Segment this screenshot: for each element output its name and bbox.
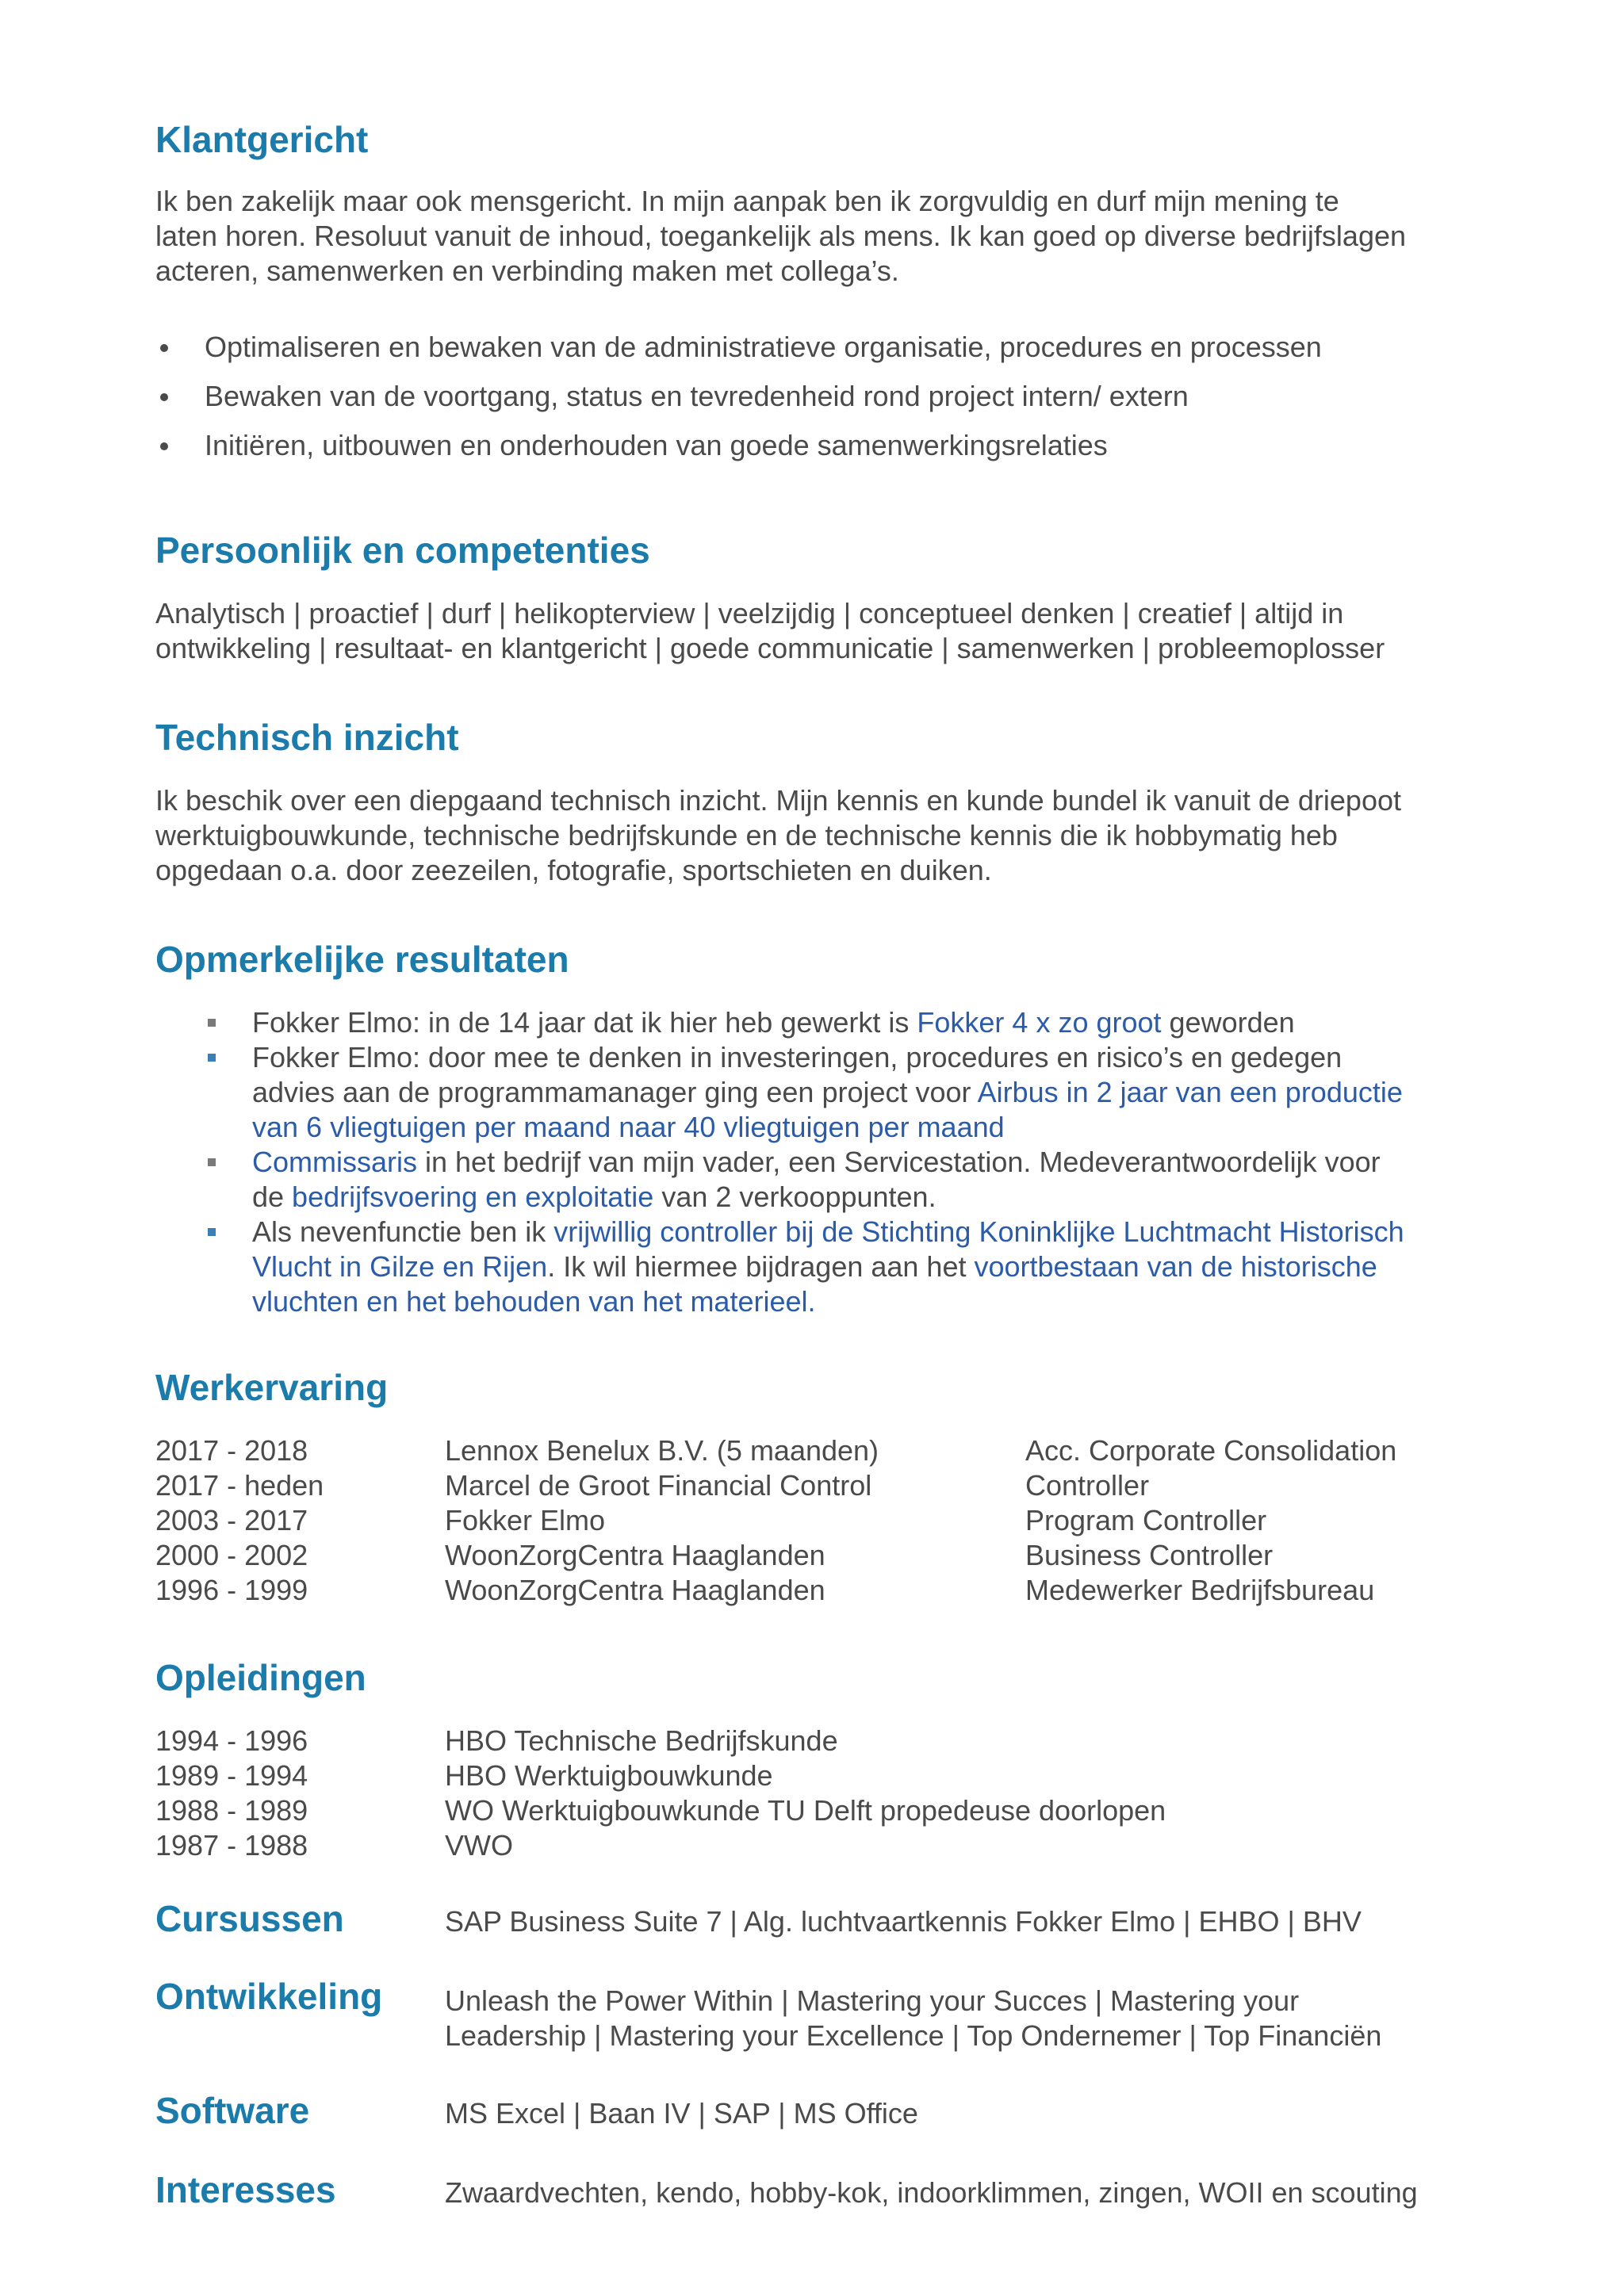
result-text: geworden — [1161, 1006, 1295, 1039]
werkervaring-table — [155, 1433, 1488, 1608]
period: 2000 - 2002 — [155, 1539, 308, 1571]
highlight-text: van 6 vliegtuigen per maand naar 40 vliegtuigen per maand — [252, 1111, 1005, 1143]
persoonlijk-text — [155, 596, 1488, 666]
table-row — [155, 1724, 1488, 1758]
text-line: Ik beschik over een diepgaand technisch inzicht. Mijn kennis en kunde bundel ik vanuit de driepoot — [155, 784, 1401, 817]
heading-klantgericht: Klantgericht — [155, 119, 369, 160]
resultaten-list — [155, 1005, 1489, 1319]
ontwikkeling-text — [445, 1984, 1488, 2053]
result-line — [252, 1145, 1489, 1180]
heading-software: Software — [155, 2090, 310, 2131]
table-row — [155, 1573, 1488, 1608]
role: Medewerker Bedrijfsbureau — [1025, 1574, 1375, 1606]
result-text: . Ik wil hiermee bijdragen aan het — [547, 1250, 975, 1283]
education: HBO Werktuigbouwkunde — [445, 1759, 773, 1792]
table-row — [155, 1433, 1488, 1468]
heading-technisch: Technisch inzicht — [155, 717, 459, 758]
heading-cursussen: Cursussen — [155, 1898, 344, 1939]
text-line: opgedaan o.a. door zeezeilen, fotografie, sportschieten en duiken. — [155, 854, 992, 886]
cursussen-text — [445, 1904, 1488, 1939]
klantgericht-intro — [155, 184, 1488, 289]
employer: Fokker Elmo — [445, 1504, 606, 1536]
highlight-text: Commissaris — [252, 1146, 418, 1178]
result-item — [155, 1145, 1489, 1215]
result-line — [252, 1040, 1489, 1075]
heading-interesses: Interesses — [155, 2169, 336, 2210]
result-item — [155, 1215, 1489, 1319]
text-line: Ik ben zakelijk maar ook mensgericht. In mijn aanpak ben ik zorgvuldig en durf mijn mening te — [155, 185, 1339, 217]
highlight-text: voortbestaan van de historische — [974, 1250, 1377, 1283]
text-line: laten horen. Resoluut vanuit de inhoud, toegankelijk als mens. Ik kan goed op diverse bedrijfslagen — [155, 220, 1407, 252]
period: 1994 - 1996 — [155, 1724, 308, 1757]
highlight-text: vrijwillig controller bij de Stichting Koninklijke Luchtmacht Historisch — [553, 1215, 1404, 1248]
period: 2003 - 2017 — [155, 1504, 308, 1536]
education: HBO Technische Bedrijfskunde — [445, 1724, 838, 1757]
result-line — [252, 1180, 1489, 1215]
period: 2017 - 2018 — [155, 1434, 308, 1467]
result-text: Fokker Elmo: door mee te denken in investeringen, procedures en risico’s en gedegen — [252, 1041, 1342, 1073]
result-line — [252, 1005, 1489, 1040]
table-row — [155, 1468, 1488, 1503]
education: VWO — [445, 1829, 513, 1862]
role: Program Controller — [1025, 1504, 1267, 1536]
highlight-text: Vlucht in Gilze en Rijen — [252, 1250, 548, 1283]
result-text: in het bedrijf van mijn vader, een Servicestation. Medeverantwoordelijk voor — [417, 1146, 1381, 1178]
highlight-text: bedrijfsvoering en exploitatie — [292, 1181, 654, 1213]
employer: Marcel de Groot Financial Control — [445, 1469, 872, 1502]
result-line — [252, 1215, 1489, 1249]
result-line — [252, 1284, 1489, 1319]
software-text — [445, 2096, 1488, 2131]
period: 1988 - 1989 — [155, 1794, 308, 1827]
list-item: Bewaken van de voortgang, status en tevredenheid rond project intern/ extern — [155, 379, 1322, 414]
result-line — [252, 1075, 1489, 1110]
employer: WoonZorgCentra Haaglanden — [445, 1574, 825, 1606]
highlight-text: Fokker 4 x zo groot — [917, 1006, 1162, 1039]
result-line — [252, 1110, 1489, 1145]
heading-resultaten: Opmerkelijke resultaten — [155, 939, 569, 980]
table-row — [155, 1828, 1488, 1863]
text-line: Unleash the Power Within | Mastering your Succes | Mastering your — [445, 1984, 1300, 2017]
period: 1987 - 1988 — [155, 1829, 308, 1862]
opleidingen-table — [155, 1724, 1488, 1863]
education: WO Werktuigbouwkunde TU Delft propedeuse doorlopen — [445, 1794, 1166, 1827]
employer: Lennox Benelux B.V. (5 maanden) — [445, 1434, 879, 1467]
text-line: SAP Business Suite 7 | Alg. luchtvaartkennis Fokker Elmo | EHBO | BHV — [445, 1905, 1362, 1938]
klantgericht-bullets — [155, 330, 1322, 477]
text-line: werktuigbouwkunde, technische bedrijfskunde en de technische kennis die ik hobbymatig heb — [155, 819, 1338, 851]
result-text: Als nevenfunctie ben ik — [252, 1215, 554, 1248]
table-row — [155, 1793, 1488, 1828]
role: Business Controller — [1025, 1539, 1274, 1571]
heading-persoonlijk: Persoonlijk en competenties — [155, 530, 650, 571]
interesses-text — [445, 2175, 1488, 2210]
result-text: Fokker Elmo: in de 14 jaar dat ik hier heb gewerkt is — [252, 1006, 917, 1039]
result-item — [155, 1040, 1489, 1145]
text-line: acteren, samenwerken en verbinding maken met collega’s. — [155, 254, 899, 287]
highlight-text: Airbus in 2 jaar van een productie — [977, 1076, 1403, 1108]
technisch-text — [155, 783, 1488, 888]
heading-werkervaring: Werkervaring — [155, 1367, 389, 1408]
result-item — [155, 1005, 1489, 1040]
text-line: MS Excel | Baan IV | SAP | MS Office — [445, 2097, 918, 2130]
result-line — [252, 1249, 1489, 1284]
highlight-text: vluchten en het behouden van het materieel. — [252, 1285, 816, 1318]
list-item: Optimaliseren en bewaken van de administratieve organisatie, procedures en processen — [155, 330, 1322, 365]
table-row — [155, 1538, 1488, 1573]
list-item: Initiëren, uitbouwen en onderhouden van goede samenwerkingsrelaties — [155, 428, 1322, 463]
result-text: advies aan de programmamanager ging een project voor — [252, 1076, 978, 1108]
period: 2017 - heden — [155, 1469, 324, 1502]
role: Controller — [1025, 1469, 1150, 1502]
text-line: Zwaardvechten, kendo, hobby-kok, indoorklimmen, zingen, WOII en scouting — [445, 2176, 1418, 2209]
result-text: de — [252, 1181, 293, 1213]
text-line: ontwikkeling | resultaat- en klantgericht | goede communicatie | samenwerken | probleemoplosser — [155, 632, 1385, 664]
table-row — [155, 1758, 1488, 1793]
heading-ontwikkeling: Ontwikkeling — [155, 1976, 383, 2017]
employer: WoonZorgCentra Haaglanden — [445, 1539, 825, 1571]
period: 1989 - 1994 — [155, 1759, 308, 1792]
text-line: Leadership | Mastering your Excellence | Top Ondernemer | Top Financiën — [445, 2019, 1382, 2052]
role: Acc. Corporate Consolidation — [1025, 1434, 1397, 1467]
period: 1996 - 1999 — [155, 1574, 308, 1606]
text-line: Analytisch | proactief | durf | helikopterview | veelzijdig | conceptueel denken | creatief | altijd in — [155, 597, 1344, 629]
result-text: van 2 verkooppunten. — [653, 1181, 936, 1213]
heading-opleidingen: Opleidingen — [155, 1657, 366, 1698]
table-row — [155, 1503, 1488, 1538]
